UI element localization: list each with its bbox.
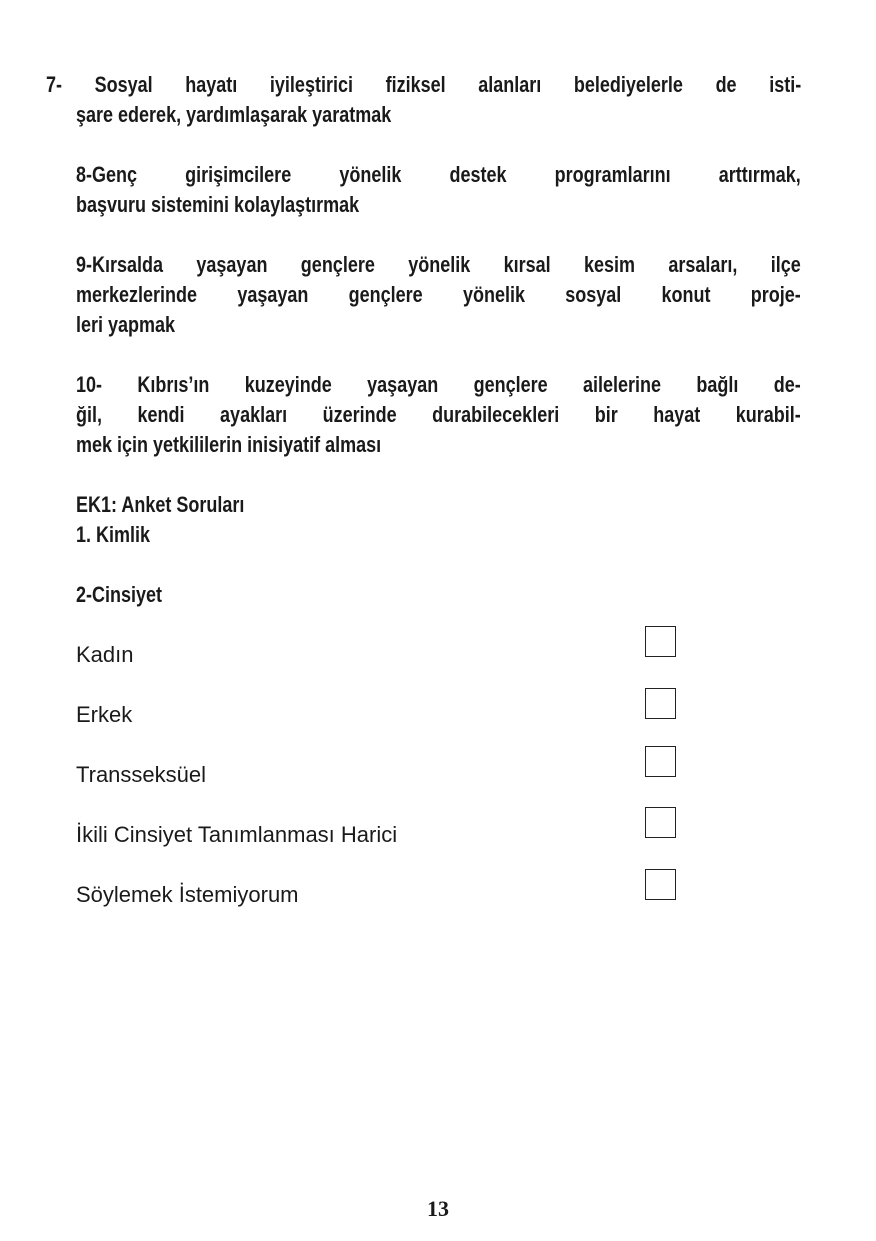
item-10-line-2: ğil, kendi ayakları üzerinde durabilecekleri bir hayat kurabil- [76,402,801,427]
option-label-erkek: Erkek [76,702,133,727]
item-9-line-1: 9-Kırsalda yaşayan gençlere yönelik kırsal kesim arsaları, ilçe [76,252,801,277]
page-number: 13 [427,1196,449,1221]
section-gender: 2-Cinsiyet [76,582,163,607]
item-10-line-3: mek için yetkililerin inisiyatif alması [76,432,382,457]
option-label-transseksuel: Transseksüel [76,762,207,787]
option-label-non-binary: İkili Cinsiyet Tanımlanması Harici [76,822,398,847]
item-9-line-3: leri yapmak [76,312,176,337]
section-identity: 1. Kimlik [76,522,151,547]
item-8-line-1: 8-Genç girişimcilere yönelik destek programlarını arttırmak, [76,162,801,187]
option-label-kadin: Kadın [76,642,134,667]
checkbox-transseksuel[interactable] [645,746,676,777]
checkbox-non-binary[interactable] [645,807,676,838]
checkbox-kadin[interactable] [645,626,676,657]
item-10-line-1: 10- Kıbrıs’ın kuzeyinde yaşayan gençlere ailelerine bağlı de- [76,372,801,397]
item-7-line-1: 7- Sosyal hayatı iyileştirici fiziksel alanları belediyelerle de isti- [46,72,802,97]
item-9-line-2: merkezlerinde yaşayan gençlere yönelik sosyal konut proje- [76,282,801,307]
item-8-line-2: başvuru sistemini kolaylaştırmak [76,192,360,217]
option-label-prefer-not-say: Söylemek İstemiyorum [76,882,299,907]
checkbox-prefer-not-say[interactable] [645,869,676,900]
appendix-title: EK1: Anket Soruları [76,492,245,517]
checkbox-erkek[interactable] [645,688,676,719]
item-7-line-2: şare ederek, yardımlaşarak yaratmak [76,102,392,127]
